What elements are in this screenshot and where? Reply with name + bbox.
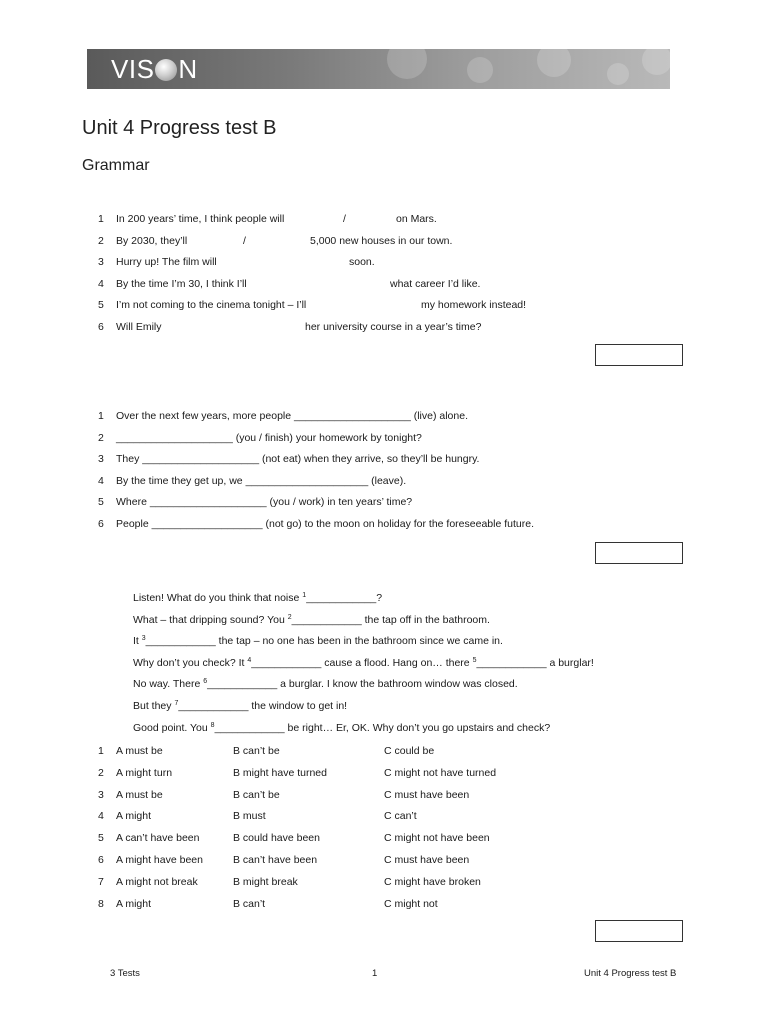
question-number: 1 <box>98 410 104 422</box>
logo-orb-icon <box>155 59 177 81</box>
gap-number: 4 <box>247 656 252 664</box>
option-c: C might not <box>384 897 438 910</box>
option-b: B might break <box>233 875 298 888</box>
question-text: People ___________________ (not go) to the moon on holiday for the foreseeable future. <box>116 518 534 530</box>
dialogue-text: ____________ the window to get in! <box>178 700 348 712</box>
dialogue-line <box>133 592 382 604</box>
option-b: B can’t be <box>233 745 280 757</box>
option-number: 2 <box>98 766 104 779</box>
dialogue-text: ____________ the tap off in the bathroom. <box>291 613 490 626</box>
footer-page-number: 1 <box>372 968 378 979</box>
question-number: 5 <box>98 299 104 312</box>
question-text: 5,000 new houses in our town. <box>310 234 453 247</box>
dialogue-line <box>133 678 518 690</box>
question-text: / <box>343 213 346 225</box>
option-b: B can’t <box>233 897 266 910</box>
dialogue-text: ____________ be right… Er, OK. Why don’t you go upstairs and check? <box>214 721 551 734</box>
gap-number: 6 <box>203 678 208 686</box>
option-number: 1 <box>98 745 104 757</box>
dialogue-text: ____________ a burglar! <box>476 656 594 669</box>
option-a: A must be <box>116 788 163 801</box>
option-a: A might <box>116 810 152 823</box>
option-c: C might have broken <box>384 875 481 888</box>
dialogue-text: ____________ a burglar. I know the bathroom window was closed. <box>207 678 518 691</box>
banner-decoration <box>607 63 629 85</box>
option-b: B can’t have been <box>233 854 318 866</box>
option-a: A might <box>116 897 152 910</box>
question-text: They ____________________ (not eat) when they arrive, so they’ll be hungry. <box>116 453 480 466</box>
option-b: B could have been <box>233 832 320 845</box>
option-number: 3 <box>98 788 104 801</box>
question-text: my homework instead! <box>421 299 527 312</box>
question-text: Where ____________________ (you / work) in ten years’ time? <box>116 496 413 509</box>
section-heading: Grammar <box>82 157 150 174</box>
question-number: 2 <box>98 431 104 444</box>
option-number: 5 <box>98 832 104 845</box>
option-c: C might not have been <box>384 832 490 845</box>
banner-decoration <box>642 49 670 75</box>
dialogue-line <box>133 700 347 712</box>
question-text: Over the next few years, more people ____________________ (live) alone. <box>116 410 468 422</box>
gap-number: 1 <box>302 592 307 599</box>
question-text: In 200 years’ time, I think people will <box>116 213 285 225</box>
gap-number: 8 <box>210 721 215 729</box>
option-number: 8 <box>98 897 104 910</box>
option-b: B must <box>233 810 266 823</box>
question-text: what career I’d like. <box>390 277 481 290</box>
page-title: Unit 4 Progress test B <box>82 117 277 139</box>
dialogue-text: Good point. You <box>133 721 211 734</box>
footer-right: Unit 4 Progress test B <box>584 968 677 979</box>
question-text: on Mars. <box>396 213 437 225</box>
question-text: soon. <box>349 256 375 269</box>
footer-left: 3 Tests <box>110 968 140 979</box>
question-number: 5 <box>98 496 104 509</box>
dialogue-text: Why don’t you check? It <box>133 656 248 669</box>
option-a: A might have been <box>116 854 203 866</box>
option-a: A might not break <box>116 875 198 888</box>
question-number: 6 <box>98 321 104 333</box>
question-number: 2 <box>98 234 104 247</box>
question-number: 3 <box>98 453 104 466</box>
gap-number: 7 <box>174 700 179 707</box>
question-number: 4 <box>98 474 104 487</box>
option-c: C can’t <box>384 810 417 823</box>
option-b: B might have turned <box>233 766 327 779</box>
question-text: Will Emily <box>116 321 162 333</box>
question-number: 4 <box>98 277 104 290</box>
option-a: A can’t have been <box>116 832 200 845</box>
question-number: 1 <box>98 213 104 225</box>
dialogue-line <box>133 635 503 647</box>
question-text: By the time they get up, we _____________________ (leave). <box>116 474 407 487</box>
option-c: C must have been <box>384 788 470 801</box>
question-number: 6 <box>98 518 104 530</box>
question-text: / <box>243 234 246 247</box>
dialogue-text: What – that dripping sound? You <box>133 613 288 626</box>
header-banner <box>87 49 670 89</box>
question-text: By the time I’m 30, I think I’ll <box>116 277 247 290</box>
dialogue-text: Listen! What do you think that noise <box>133 592 303 604</box>
dialogue-text: ____________ cause a flood. Hang on… there <box>251 656 473 669</box>
dialogue-line <box>133 722 550 734</box>
question-text: Hurry up! The film will <box>116 256 217 269</box>
question-text: I’m not coming to the cinema tonight – I’ll <box>116 299 307 312</box>
dialogue-text: ____________ the tap – no one has been in the bathroom since we came in. <box>145 635 503 648</box>
question-text: By 2030, they’ll <box>116 234 188 247</box>
banner-decoration <box>387 49 427 79</box>
dialogue-line <box>133 657 594 669</box>
banner-decoration <box>537 49 571 77</box>
option-c: C might not have turned <box>384 766 497 779</box>
option-number: 4 <box>98 810 104 823</box>
question-text: ____________________ (you / finish) your homework by tonight? <box>116 431 422 444</box>
vision-logo: VIS N <box>111 54 198 84</box>
score-box-1[interactable] <box>595 344 683 366</box>
score-box-3[interactable] <box>595 920 683 942</box>
banner-decoration <box>467 57 493 83</box>
gap-number: 2 <box>287 613 292 621</box>
dialogue-text: ____________? <box>306 592 383 604</box>
question-number: 3 <box>98 256 104 269</box>
option-a: A must be <box>116 745 163 757</box>
gap-number: 5 <box>472 656 477 664</box>
question-text: her university course in a year’s time? <box>305 321 482 333</box>
dialogue-line <box>133 614 490 626</box>
option-b: B can’t be <box>233 788 280 801</box>
option-c: C could be <box>384 745 435 757</box>
dialogue-text: It <box>133 635 142 648</box>
dialogue-text: No way. There <box>133 678 204 691</box>
option-a: A might turn <box>116 766 173 779</box>
dialogue-text: But they <box>133 700 175 712</box>
option-c: C must have been <box>384 854 470 866</box>
option-number: 7 <box>98 875 104 888</box>
gap-number: 3 <box>141 635 146 643</box>
score-box-2[interactable] <box>595 542 683 564</box>
option-number: 6 <box>98 854 104 866</box>
